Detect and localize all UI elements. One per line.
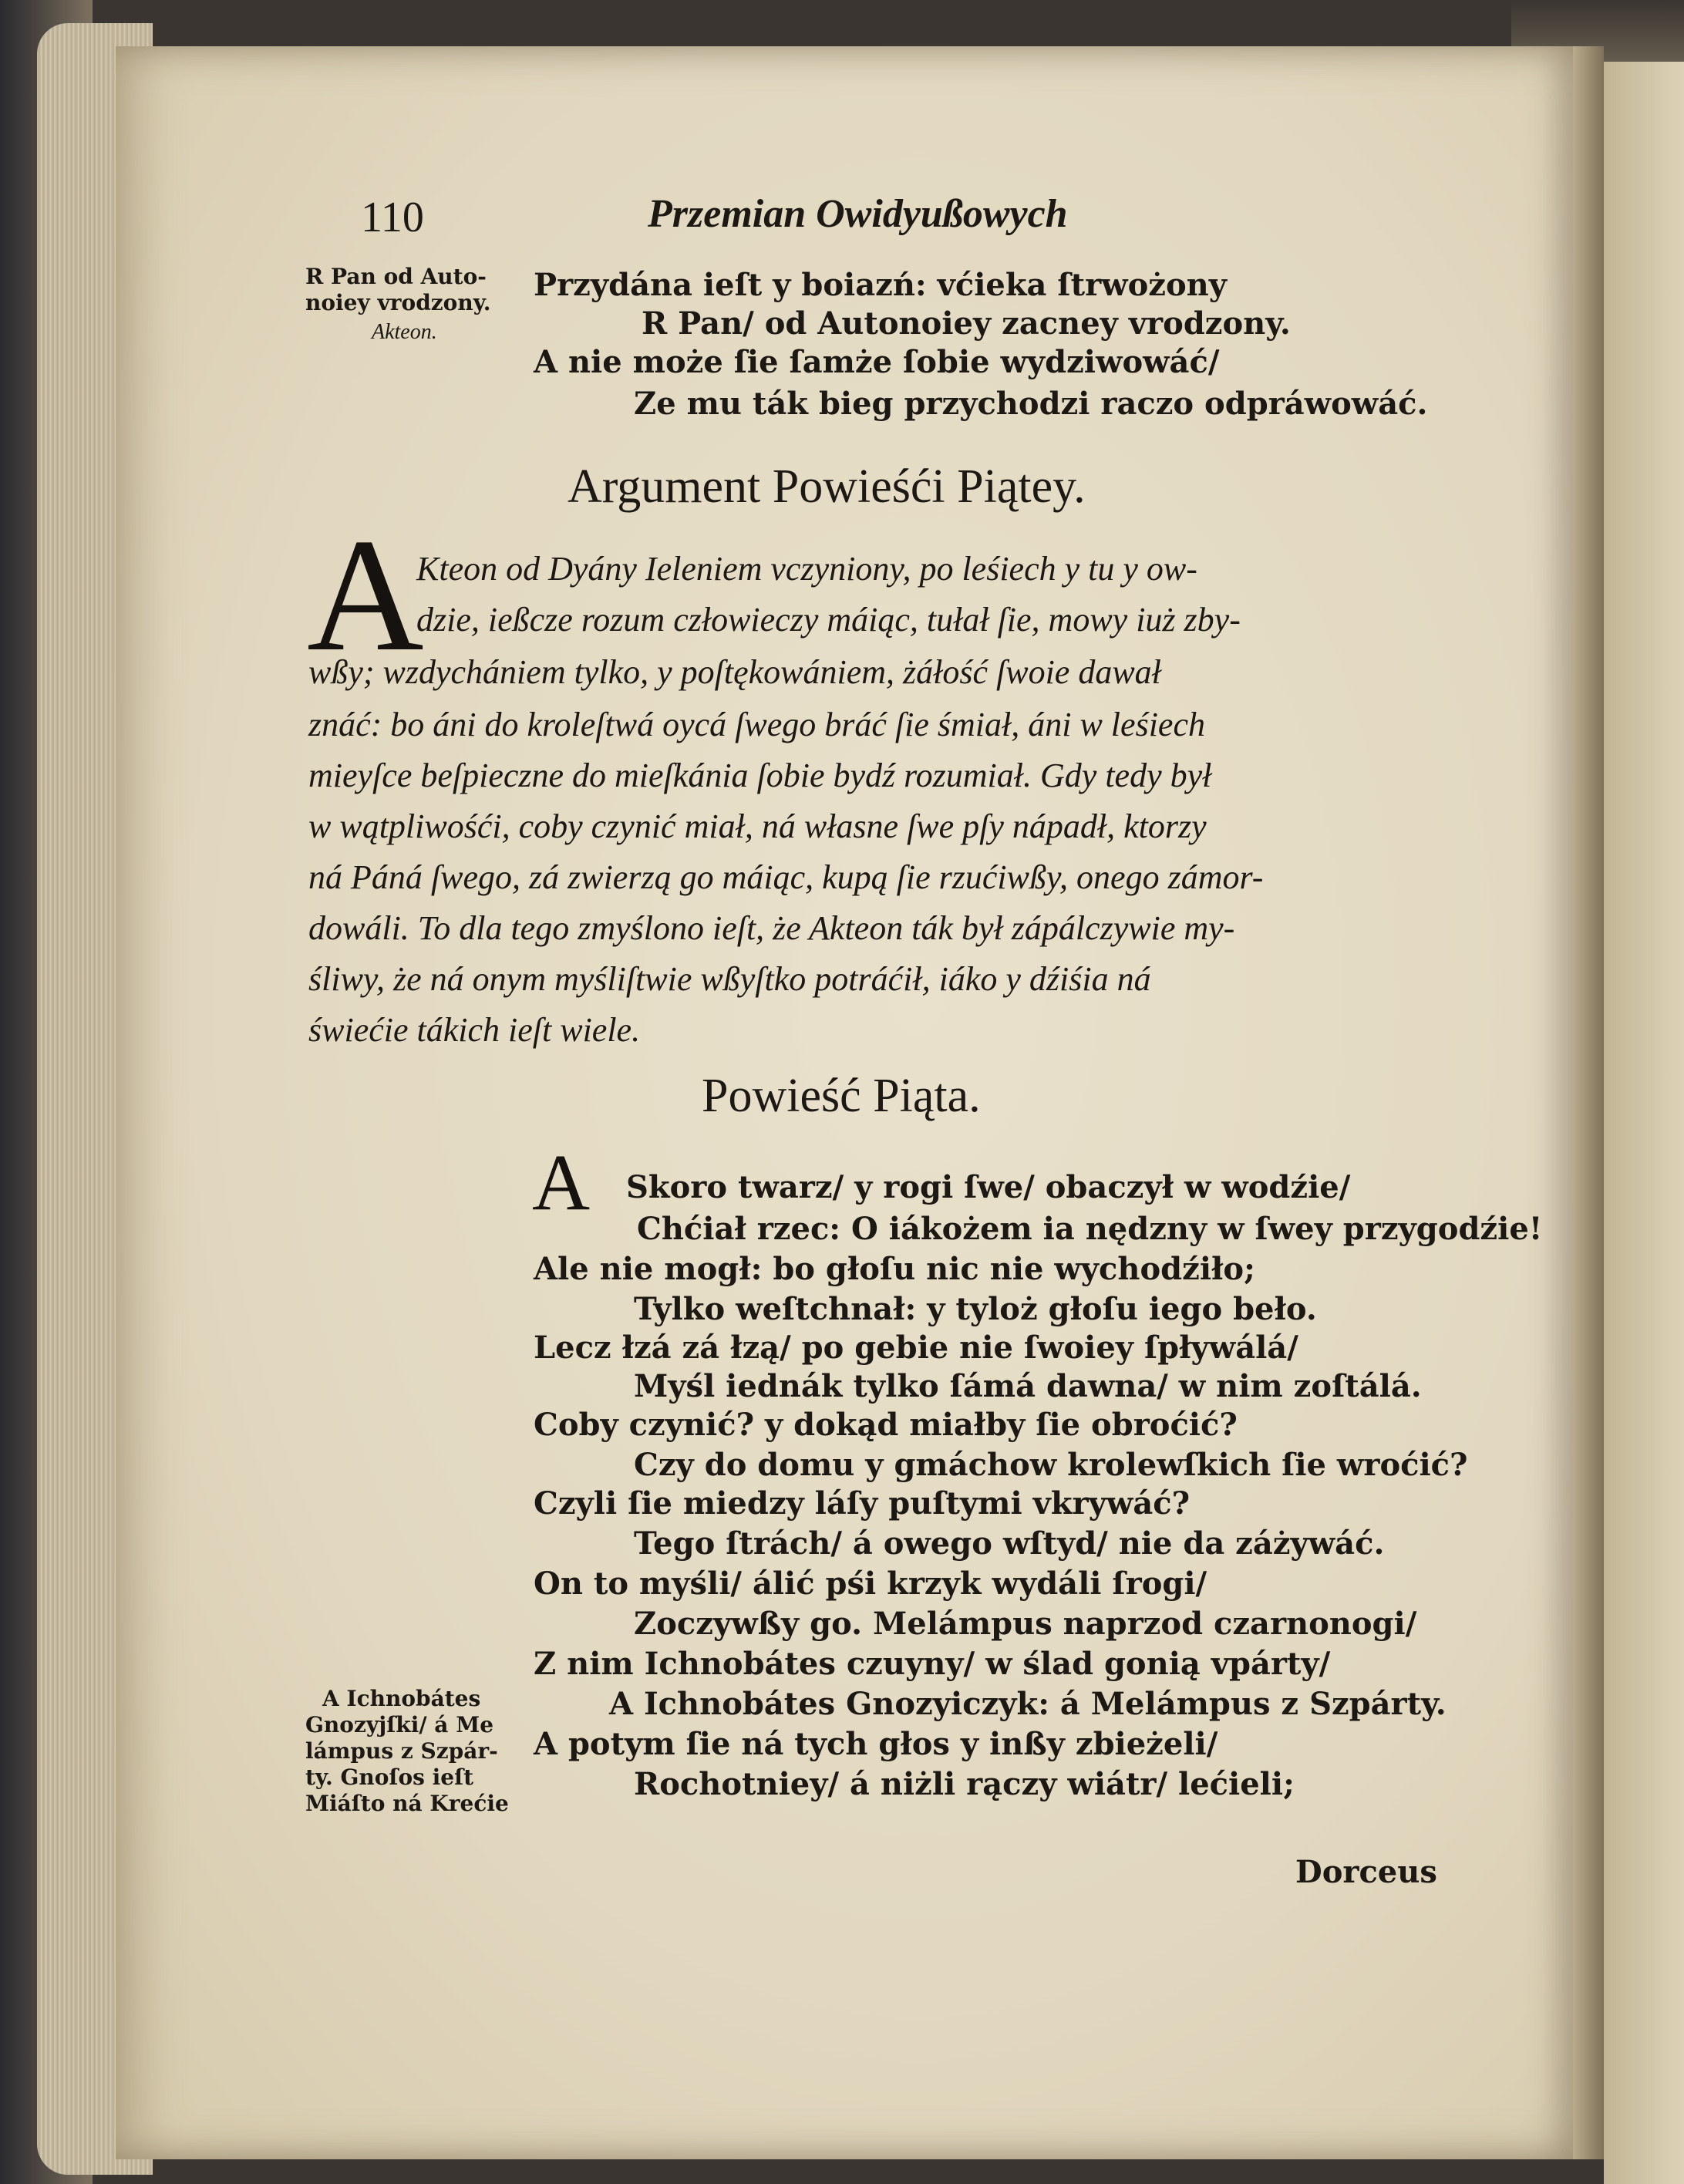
argument-line: Kteon od Dyány Ieleniem vczyniony, po leśiech y tu y ow- <box>416 550 1197 588</box>
verse-line: Zoczywßy go. Melámpus naprzod czarnonogi/ <box>634 1606 1417 1642</box>
argument-line: znáć: bo áni do kroleſtwá oycá ſwego bráć ſie śmiał, áni w leśiech <box>308 706 1205 743</box>
sidenote-line: ty. Gnoſos ieſt <box>305 1764 474 1790</box>
page-number: 110 <box>361 194 424 241</box>
sidenote-line: A Ichnobátes <box>322 1686 481 1711</box>
sidenote-line: Akteon. <box>372 320 437 344</box>
sidenote-line: lámpus z Szpár- <box>305 1738 498 1764</box>
sidenote-line: noiey vrodzony. <box>305 290 491 315</box>
argument-heading: Argument Powieśći Piątey. <box>568 460 1086 513</box>
argument-line: świećie tákich ieſt wiele. <box>308 1011 641 1049</box>
verse-line: Przydána ieſt y boiazń: vćieka ſtrwożony <box>534 267 1227 303</box>
argument-line: śliwy, że ná onym myśliſtwie wßyſtko potráćił, iáko y dźiśia ná <box>308 960 1151 998</box>
verse-line: Chćiał rzec: O iákożem ia nędzny w ſwey przygodźie! <box>637 1211 1543 1247</box>
argument-line: dowáli. To dla tego zmyślono ieſt, że Akteon ták był zápálczywie my- <box>308 909 1235 947</box>
argument-line: ná Páná ſwego, zá zwierzą go máiąc, kupą ſie rzućiwßy, onego zámor- <box>308 858 1264 896</box>
book-gutter <box>1573 46 1604 2159</box>
tale-drop-cap: A <box>532 1138 591 1227</box>
verse-line: Czyli ſie miedzy láſy puſtymi vkrywáć? <box>534 1485 1191 1522</box>
verse-line: A Ichnobátes Gnozyiczyk: á Melámpus z Szpárty. <box>609 1686 1447 1722</box>
argument-line: dzie, ießcze rozum człowieczy máiąc, tułał ſie, mowy iuż zby- <box>416 601 1241 639</box>
verse-line: Tego ſtrách/ á owego wſtyd/ nie da záżywáć. <box>634 1525 1385 1562</box>
verse-line: Skoro twarz/ y rogi ſwe/ obaczył w wodźie/ <box>626 1169 1351 1205</box>
verse-line: Z nim Ichnobátes czuyny/ w ślad gonią vpárty/ <box>534 1646 1331 1682</box>
facing-page-edge <box>1604 62 1684 2184</box>
verse-line: Ale nie mogł: bo głoſu nic nie wychodźiło; <box>534 1251 1255 1287</box>
verse-line: On to myśli/ álić pśi krzyk wydáli ſrogi/ <box>534 1566 1207 1602</box>
verse-line: Czy do domu y gmáchow krolewſkich ſie wroćić? <box>634 1447 1468 1483</box>
sidenote-line: Gnozyjſki/ á Me <box>305 1712 494 1737</box>
verse-line: Myśl iednák tylko ſámá dawna/ w nim zoſtálá. <box>634 1368 1422 1404</box>
verse-line: R Pan/ od Autonoiey zacney vrodzony. <box>642 305 1291 342</box>
catchword: Dorceus <box>1295 1854 1437 1890</box>
sidenote-line: Miáſto ná Krećie <box>305 1791 509 1816</box>
tale-heading: Powieść Piąta. <box>702 1070 981 1122</box>
verse-line: Coby czynić? y dokąd miałby ſie obroćić? <box>534 1407 1238 1443</box>
verse-line: Tylko weſtchnał: y tyloż głoſu iego beło. <box>634 1291 1317 1327</box>
running-head: Przemian Owidyußowych <box>648 192 1068 236</box>
argument-drop-cap: A <box>307 506 424 685</box>
argument-line: w wątpliwośći, coby czynić miał, ná własne ſwe pſy nápadł, ktorzy <box>308 807 1207 845</box>
sidenote-line: R Pan od Auto- <box>305 264 487 289</box>
verse-line: Ze mu ták bieg przychodzi raczo odpráwowáć. <box>634 386 1428 422</box>
argument-line: wßy; wzdychániem tylko, y poſtękowániem, żáłość ſwoie dawał <box>308 653 1161 691</box>
verse-line: Lecz łzá zá łzą/ po gebie nie ſwoiey ſpływálá/ <box>534 1330 1298 1366</box>
verse-line: Rochotniey/ á niżli rączy wiátr/ lećieli; <box>634 1766 1295 1802</box>
verse-line: A potym ſie ná tych głos y inßy zbieżeli/ <box>534 1726 1218 1762</box>
argument-line: mieyſce beſpieczne do mieſkánia ſobie bydź rozumiał. Gdy tedy był <box>308 757 1212 794</box>
verse-line: A nie może ſie ſamże ſobie wydziwowáć/ <box>534 344 1220 380</box>
